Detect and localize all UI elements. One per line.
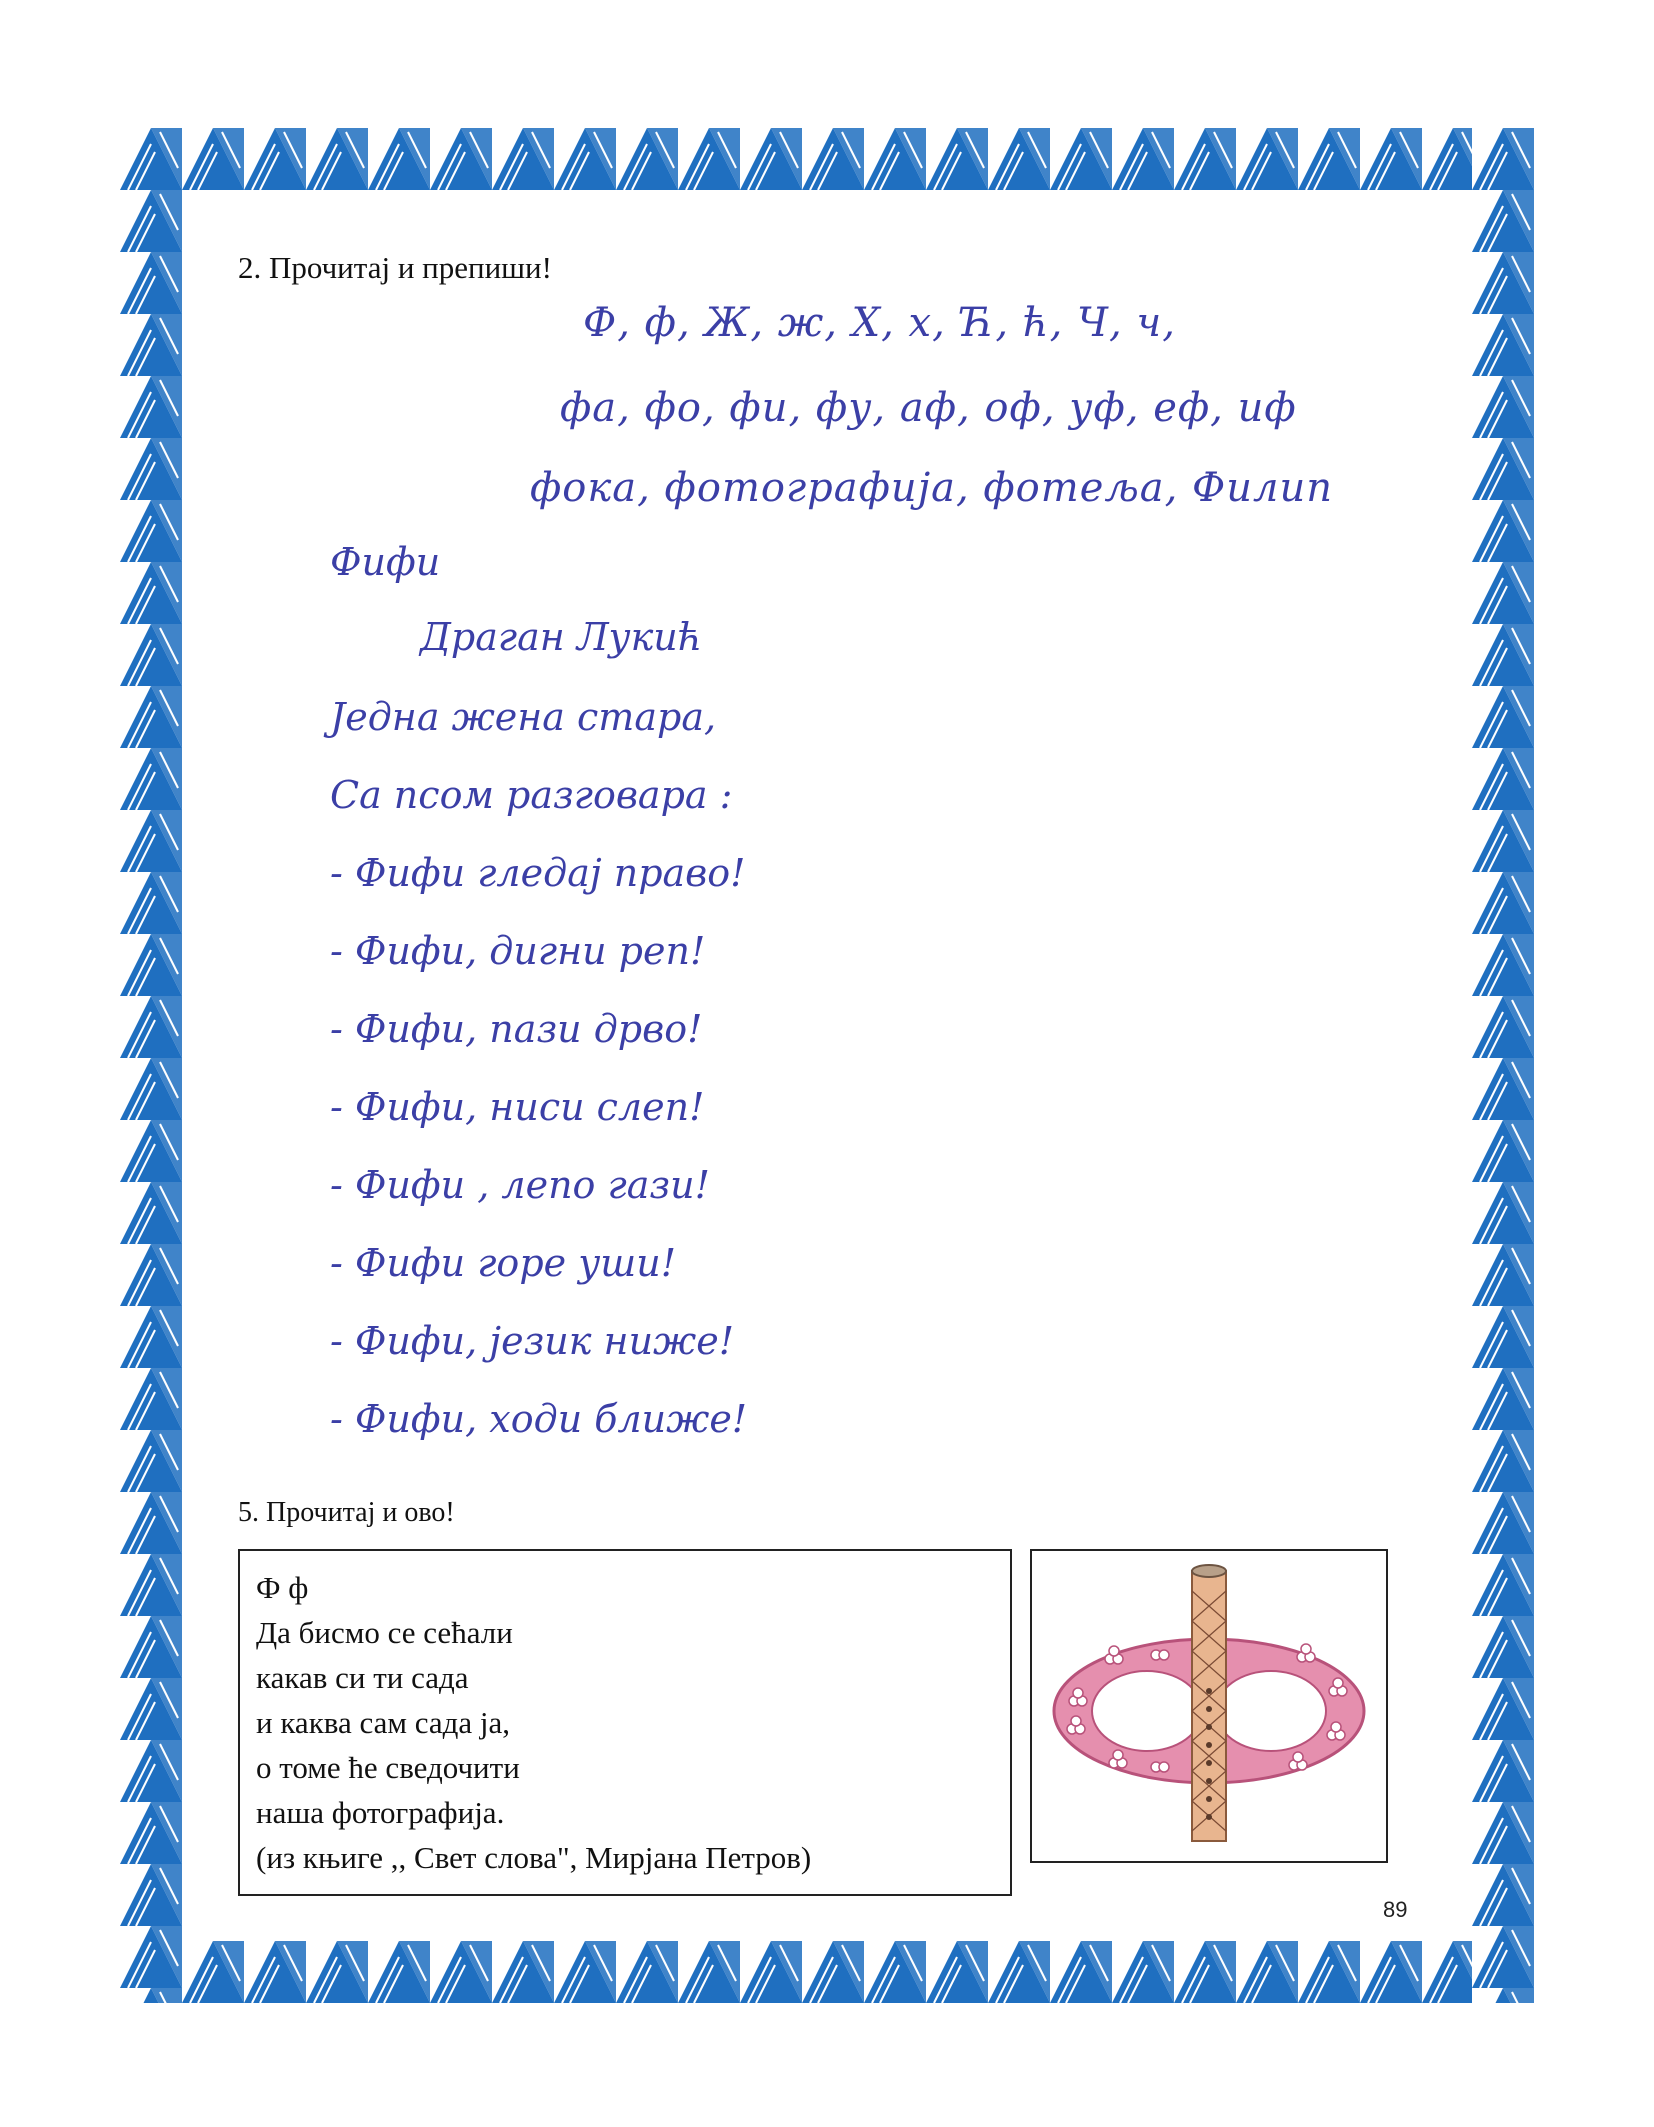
border-left-pattern: [120, 128, 182, 2003]
border-bottom-pattern: [120, 1941, 1534, 2003]
reading-line: наша фотографија.: [256, 1795, 505, 1830]
border-right-pattern: [1472, 128, 1534, 2003]
poem-line: - Фифи, пази дрво!: [330, 1007, 703, 1051]
reading-line: какав си ти сада: [256, 1660, 469, 1695]
cursive-line-letters: Ф, ф, Ж, ж, Х, х, Ћ, ћ, Ч, ч,: [583, 300, 1176, 346]
page-number: 89: [1383, 1897, 1408, 1922]
poem-line: - Фифи, језик ниже!: [330, 1319, 735, 1363]
poem-line: - Фифи, дигни реп!: [330, 929, 706, 973]
poem-line: - Фифи, ходи ближе!: [330, 1397, 748, 1441]
cursive-line-syllables: фа, фо, фи, фу, аф, оф, уф, еф, иф: [560, 385, 1297, 431]
reading-source: (из књиге ,, Свет слова", Мирјана Петров): [256, 1840, 812, 1875]
poem-line: - Фифи гледај право!: [330, 851, 746, 895]
reading-text-box: [238, 1549, 1012, 1896]
reading-line: и каква сам сада ја,: [256, 1705, 511, 1740]
reading-line: Да бисмо се сећали: [256, 1615, 513, 1650]
poem-line: - Фифи, ниси слеп!: [330, 1085, 705, 1129]
letter-f-drawing: [1032, 1551, 1386, 1861]
cursive-line-words: фока, фотографија, фотеља, Филип: [530, 465, 1333, 511]
border-top-pattern: [120, 128, 1534, 190]
reading-line: о томе ће сведочити: [256, 1750, 520, 1785]
poem-line: Једна жена стара,: [330, 695, 717, 739]
exercise-2-title: 2. Прочитај и препиши!: [238, 250, 552, 285]
letter-f-illustration: [1030, 1549, 1388, 1863]
poem-line: Са псом разговара :: [330, 773, 733, 817]
poem-line: - Фифи горе уши!: [330, 1241, 676, 1285]
poem-title: Фифи: [330, 540, 441, 584]
poem-author: Драган Лукић: [420, 615, 703, 659]
poem-line: - Фифи , лепо гази!: [330, 1163, 710, 1207]
reading-line: Ф ф: [256, 1570, 309, 1605]
exercise-5-title: 5. Прочитај и ово!: [238, 1497, 455, 1528]
